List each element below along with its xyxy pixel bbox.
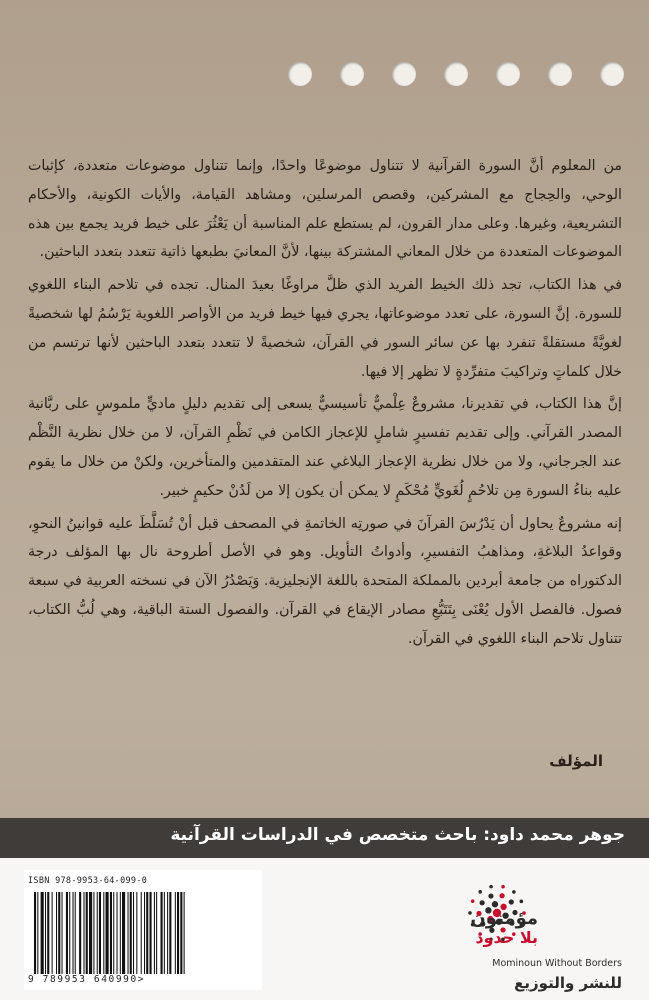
barcode-bar	[73, 892, 74, 974]
barcode-bar	[41, 892, 44, 974]
barcode-bar	[180, 892, 182, 974]
logo-dot	[480, 900, 485, 905]
barcode-bar	[34, 892, 36, 974]
barcode-bar	[184, 892, 185, 974]
barcode-bar	[45, 892, 46, 974]
barcode-bar	[56, 892, 57, 974]
barcode-bar	[144, 892, 145, 974]
author-band	[0, 818, 649, 858]
binding-hole	[392, 62, 416, 86]
publisher-name-line1: مؤمنون	[470, 908, 538, 929]
barcode-bar	[122, 892, 125, 974]
barcode-bar	[117, 892, 118, 974]
author-label: المؤلف	[549, 752, 603, 770]
barcode-bar	[69, 892, 70, 974]
publisher-name-english: Mominoun Without Borders	[492, 958, 622, 969]
logo-dot	[478, 890, 482, 894]
barcode	[24, 870, 262, 990]
blurb-paragraph: إنَّ هذا الكتاب، في تقديرنا، مشروعٌ عِلْميٌّ تأسيسيٌّ يسعى إلى تقديم دليلٍ ماديٍّ ملموسٍ على ربَّانية المصدر القرآني. وإلى تقديم تفسيرٍ شاملٍ للإعجاز الكامن في نَظْمِ القرآن، لا من خلال نظرية النَّظْم عند الجرجاني، ولا من خلال نظرية الإعجاز البلاغي عند المتقدمين والمتأخرين، ولكنْ من خلال ما يقوم عليه بناءُ السورة مِن تلاحُمٍ لُغَويٍّ مُحْكَمٍ لا يمكن أن يكون إلا من لَدُنْ حكيمٍ خبير.	[28, 396, 622, 499]
blurb-paragraph: من المعلوم أنَّ السورة القرآنية لا تتناول موضوعًا واحدًا، وإنما تتناول موضوعات متعددة، كإثبات الوحي، والحِجاج مع المشركين، وقصص المرسلين، ومشاهد القيامة، والأيات الكونية، والأحكام التشريعية، وغيرها. وعلى مدار القرون، لم يستطع علم المناسبة أن يَعْثُرَ على خيط فريد يجمع بين هذه الموضوعات المتعددة من خلال المعاني المشتركة بينها، لأنَّ المعانيَ بطبعها ذاتية تتعدد بتعدد الباحثين.	[28, 158, 622, 261]
isbn-text: ISBN 978-9953-64-099-0	[28, 876, 148, 886]
logo-dot	[471, 899, 475, 903]
binding-hole	[600, 62, 624, 86]
barcode-bar	[169, 892, 171, 974]
logo-dot	[499, 893, 504, 898]
binding-hole	[288, 62, 312, 86]
barcode-bar	[75, 892, 76, 974]
logo-dot	[509, 899, 514, 904]
ean-number: 9 789953 640990	[28, 974, 138, 985]
binding-hole	[548, 62, 572, 86]
barcode-bar	[106, 892, 109, 974]
blurb-paragraph: في هذا الكتاب، تجد ذلك الخيط الفريد الذي ظلَّ مراوغًا بعيدَ المنال. تجده في تلاحم البناء اللغوي للسورة. إنَّ السورة، على تعدد موضوعاتها، يجري فيها خيط فريد من الأواصر اللغوية يَرْسُمُ لها شخصيةً لغويَّةً مستقلةً تنفرد بها عن سائر السور في القرآن، شخصيةً لا تتعدد بتعدد الباحثين لأنها ترتسم من خلال كلماتٍ وتراكيبَ متفرِّدةٍ لا تظهر إلا فيها.	[28, 277, 622, 380]
binding-hole	[444, 62, 468, 86]
barcode-bar	[99, 892, 101, 974]
barcode-bar	[79, 892, 81, 974]
barcode-bar	[47, 892, 49, 974]
logo-dot	[489, 885, 493, 889]
barcode-bar	[177, 892, 179, 974]
logo-dot	[488, 893, 493, 898]
binding-holes	[288, 62, 624, 88]
barcode-bar	[84, 892, 85, 974]
barcode-bar	[58, 892, 60, 974]
logo-dot	[501, 885, 505, 889]
barcode-bar	[97, 892, 98, 974]
logo-dot	[492, 901, 498, 907]
barcode-bar	[93, 892, 94, 974]
barcode-bar	[86, 892, 88, 974]
logo-dot	[512, 890, 516, 894]
barcode-bar	[141, 892, 142, 974]
barcode-bar	[156, 892, 157, 974]
barcode-bar	[167, 892, 168, 974]
author-band-title: جوهر محمد داود: باحث متخصص في الدراسات القرآنية	[170, 825, 625, 845]
barcode-bar	[154, 892, 155, 974]
barcode-bar	[103, 892, 104, 974]
ean-digits	[28, 974, 145, 985]
barcode-bar	[164, 892, 165, 974]
barcode-bar	[161, 892, 163, 974]
publisher-name-line2: بلا حدود	[475, 928, 538, 947]
barcode-bar	[62, 892, 63, 974]
publisher-tagline: للنشر والتوزيع	[514, 974, 622, 992]
logo-dot	[520, 900, 524, 904]
barcode-bar	[175, 892, 176, 974]
binding-hole	[340, 62, 364, 86]
barcode-bar	[130, 892, 132, 974]
barcode-bar	[146, 892, 148, 974]
barcode-bar	[128, 892, 129, 974]
barcode-bars	[32, 892, 256, 974]
barcode-bar	[110, 892, 112, 974]
blurb-paragraph: إنه مشروعٌ يحاول أن يَدْرُسَ القرآنَ في صورتِه الخاتمةِ في المصحف قبل أنْ تُسَلَّطَ عليه قوانينُ النحوِ، وقواعدُ البلاغةِ، ومذاهبُ التفسيرِ، وأدواتُ التأويل. وهو في الأصل أطروحة نال بها المؤلف درجة الدكتوراه من جامعة أبردين بالمملكة المتحدة باللغة الإنجليزية. وَيَصْدُرُ الآن في نسخته العربية في سبعة فصول. فالفصل الأول يُعْنَى بِتَتَبُّعِ مصادر الإيقاع في القرآن. والفصول الستة الباقية، وهي لُبُّ الكتاب، تتناول تلاحم البناء اللغوي في القرآن.	[28, 515, 622, 647]
barcode-bar	[89, 892, 92, 974]
blurb-text	[28, 152, 622, 812]
barcode-bar	[66, 892, 68, 974]
barcode-bar	[136, 892, 137, 974]
bottom-panel	[0, 858, 649, 1000]
barcode-bar	[37, 892, 38, 974]
barcode-bar	[52, 892, 53, 974]
ean-addon: >	[137, 974, 146, 985]
barcode-bar	[120, 892, 121, 974]
barcode-bar	[113, 892, 114, 974]
barcode-bar	[133, 892, 134, 974]
publisher-logo	[448, 874, 628, 994]
binding-hole	[496, 62, 520, 86]
barcode-bar	[150, 892, 152, 974]
